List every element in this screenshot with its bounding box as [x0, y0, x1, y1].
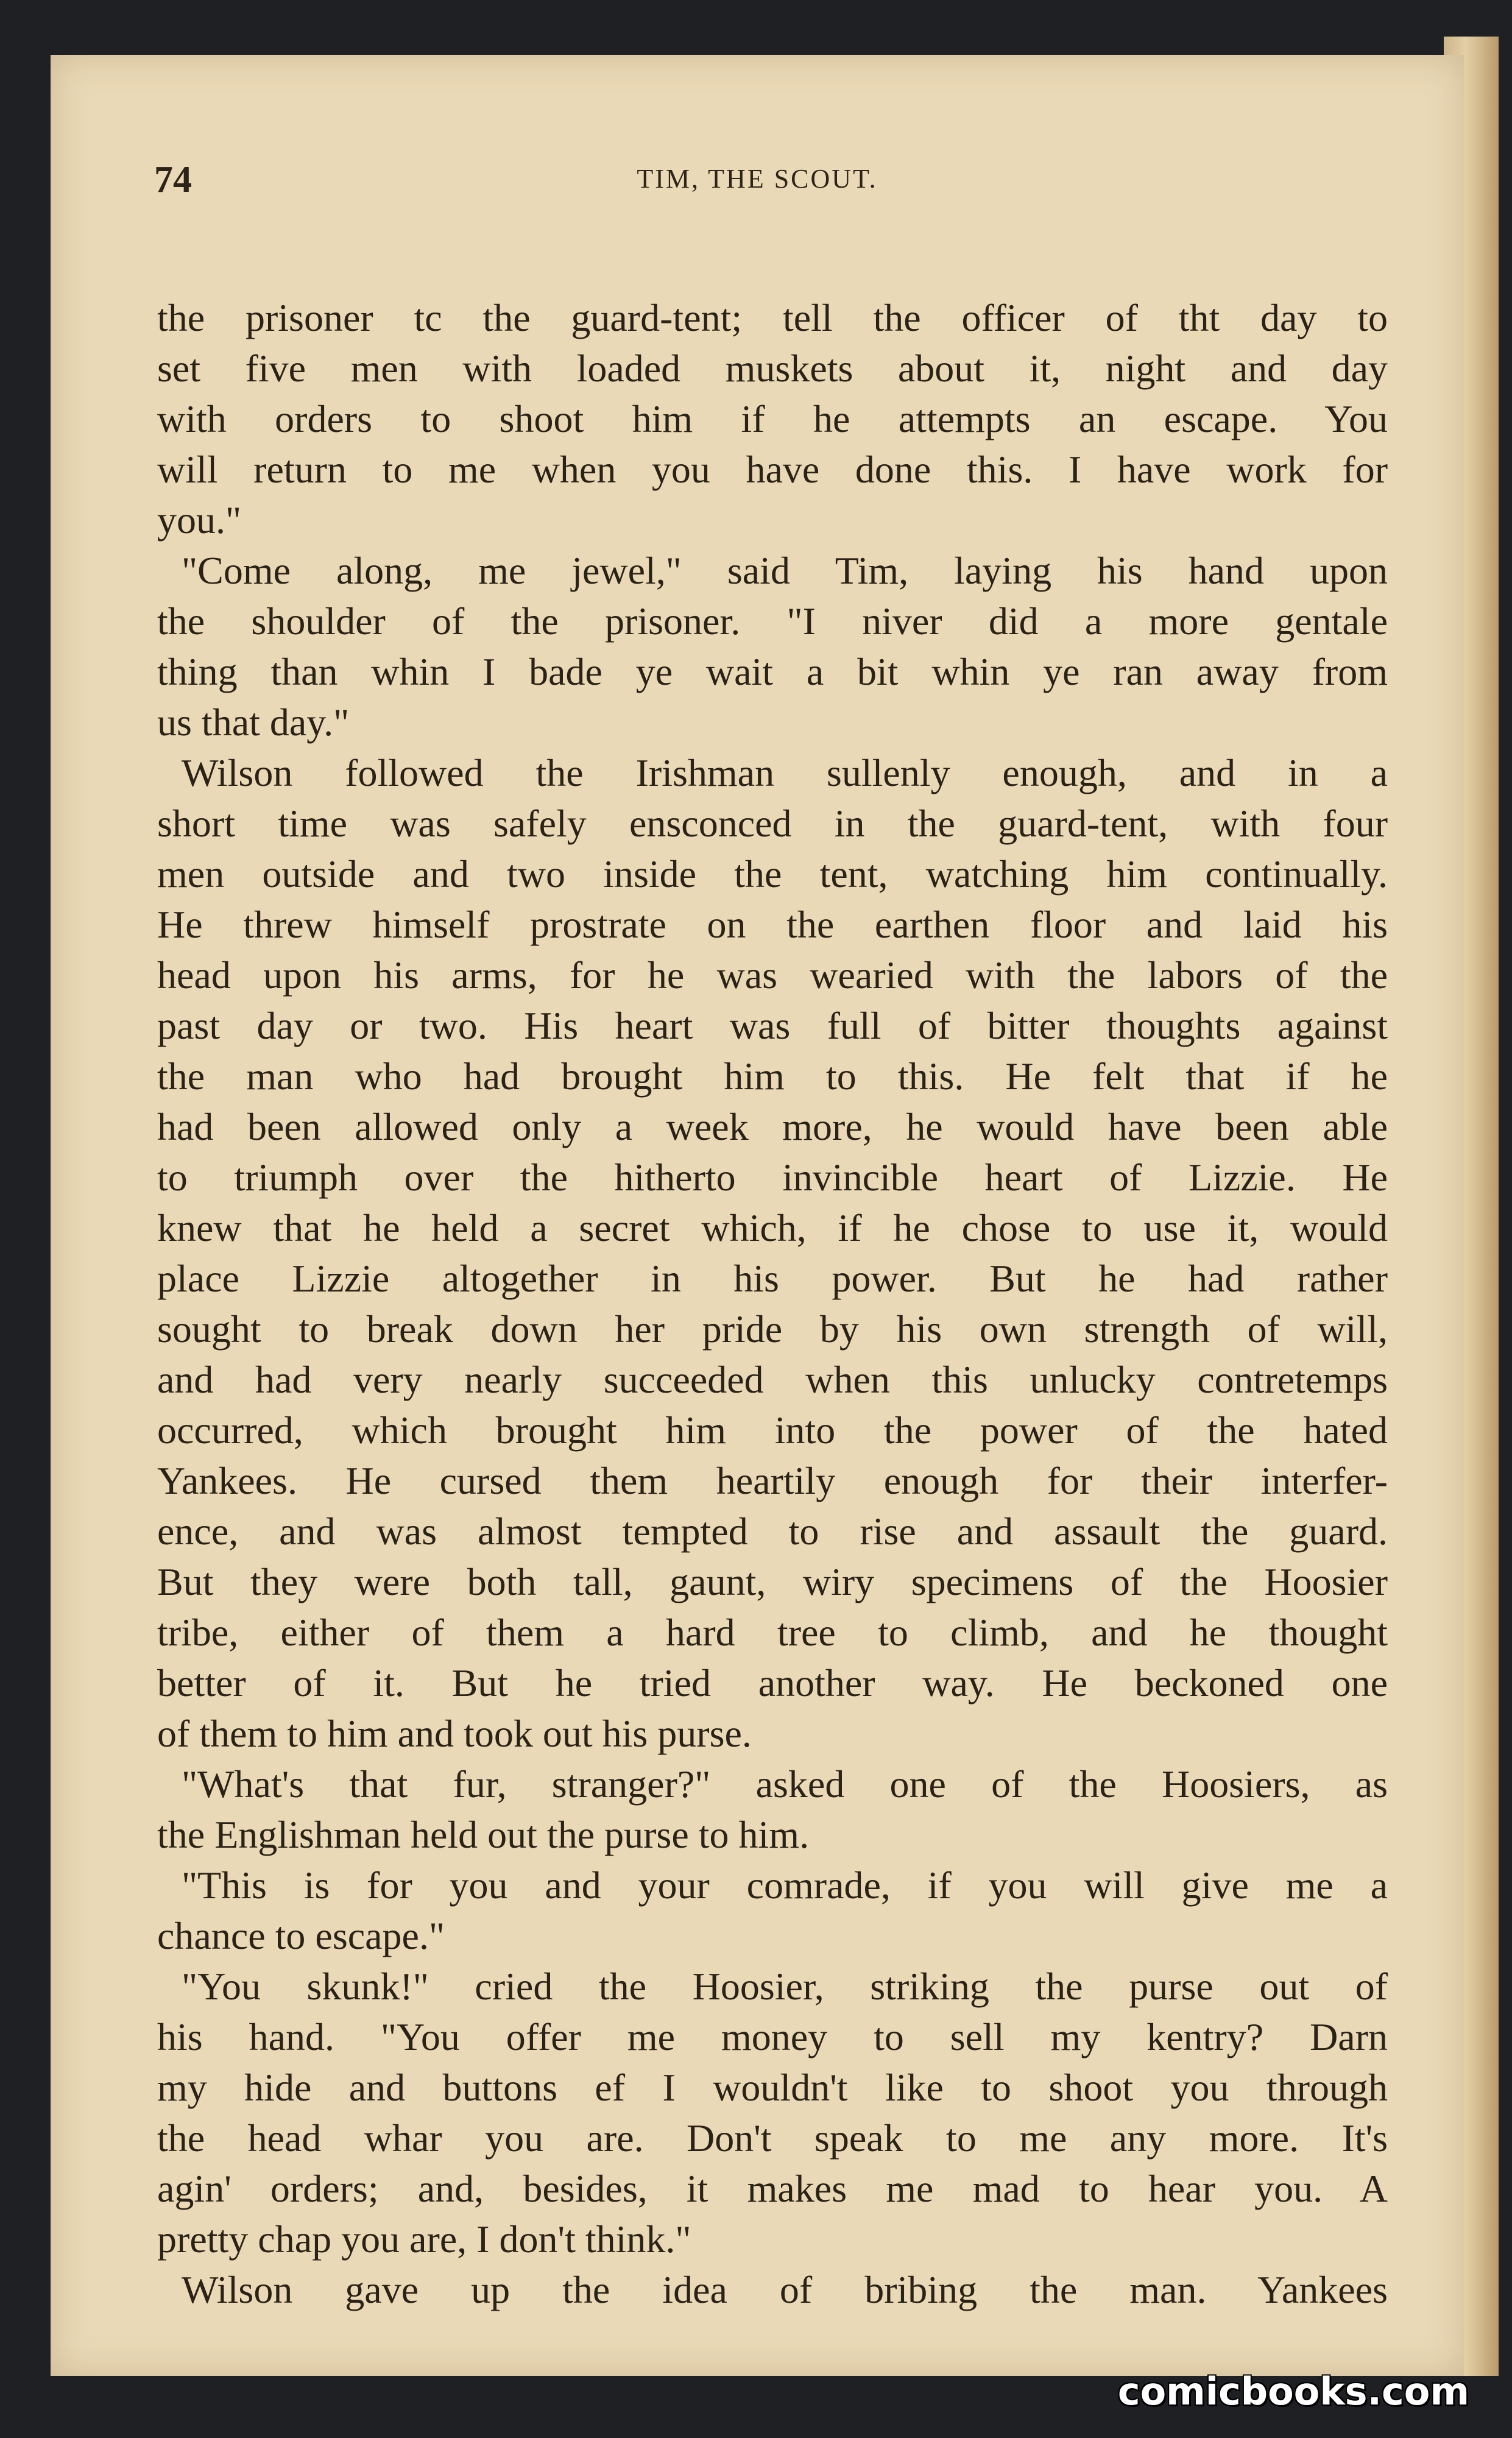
text-line: tribe, either of them a hard tree to climb, and he thought: [157, 1611, 1388, 1654]
text-line: place Lizzie altogether in his power. But he had rather: [157, 1257, 1388, 1300]
text-line: of them to him and took out his purse.: [157, 1712, 752, 1755]
text-line: thing than whin I bade ye wait a bit whin ye ran away from: [157, 650, 1388, 693]
text-line: the prisoner tc the guard-tent; tell the officer of tht day to: [157, 296, 1388, 339]
text-line: Wilson gave up the idea of bribing the man. Yankees: [182, 2268, 1388, 2311]
text-line: his hand. "You offer me money to sell my kentry? Darn: [157, 2015, 1388, 2058]
text-line: ence, and was almost tempted to rise and assault the guard.: [157, 1510, 1388, 1553]
text-line: agin' orders; and, besides, it makes me mad to hear you. A: [157, 2167, 1388, 2210]
text-line: you.": [157, 498, 242, 542]
text-line: better of it. But he tried another way. He beckoned one: [157, 1661, 1388, 1705]
text-line: set five men with loaded muskets about it, night and day: [157, 347, 1388, 390]
text-line: men outside and two inside the tent, watching him continually.: [157, 852, 1388, 896]
body-text: [157, 292, 1388, 2315]
text-line: will return to me when you have done this. I have work for: [157, 448, 1388, 491]
text-line: sought to break down her pride by his own strength of will,: [157, 1307, 1388, 1351]
text-line: "You skunk!" cried the Hoosier, striking the purse out of: [182, 1965, 1388, 2008]
site-watermark: comicbooks.com: [1117, 2369, 1469, 2414]
text-line: "This is for you and your comrade, if you will give me a: [182, 1864, 1388, 1907]
text-line: the head whar you are. Don't speak to me any more. It's: [157, 2116, 1388, 2160]
text-line: to triumph over the hitherto invincible heart of Lizzie. He: [157, 1156, 1388, 1199]
text-line: chance to escape.": [157, 1914, 445, 1957]
text-line: us that day.": [157, 701, 350, 744]
text-line: with orders to shoot him if he attempts an escape. You: [157, 397, 1388, 440]
text-line: the Englishman held out the purse to him.: [157, 1813, 810, 1856]
text-line: Wilson followed the Irishman sullenly enough, and in a: [182, 751, 1388, 794]
page-number: 74: [154, 159, 192, 200]
text-line: "What's that fur, stranger?" asked one of the Hoosiers, as: [182, 1762, 1388, 1806]
text-line: my hide and buttons ef I wouldn't like to shoot you through: [157, 2066, 1388, 2109]
book-page: [51, 55, 1464, 2376]
text-line: and had very nearly succeeded when this unlucky contretemps: [157, 1358, 1388, 1401]
text-line: short time was safely ensconced in the guard-tent, with four: [157, 802, 1388, 845]
text-line: past day or two. His heart was full of bitter thoughts against: [157, 1004, 1388, 1047]
text-line: But they were both tall, gaunt, wiry specimens of the Hoosier: [157, 1560, 1388, 1603]
text-line: the man who had brought him to this. He felt that if he: [157, 1055, 1388, 1098]
text-line: occurred, which brought him into the power of the hated: [157, 1408, 1388, 1452]
text-line: Yankees. He cursed them heartily enough for their interfer-: [157, 1459, 1388, 1502]
text-line: "Come along, me jewel," said Tim, laying his hand upon: [182, 549, 1388, 592]
text-line: had been allowed only a week more, he would have been able: [157, 1105, 1388, 1148]
text-line: knew that he held a secret which, if he chose to use it, would: [157, 1206, 1388, 1249]
text-line: pretty chap you are, I don't think.": [157, 2217, 691, 2261]
text-line: head upon his arms, for he was wearied with the labors of the: [157, 953, 1388, 997]
page-header: [51, 158, 1464, 207]
text-line: He threw himself prostrate on the earthen floor and laid his: [157, 903, 1388, 946]
text-line: the shoulder of the prisoner. "I niver did a more gentale: [157, 599, 1388, 643]
running-head: TIM, THE SCOUT.: [637, 164, 878, 194]
